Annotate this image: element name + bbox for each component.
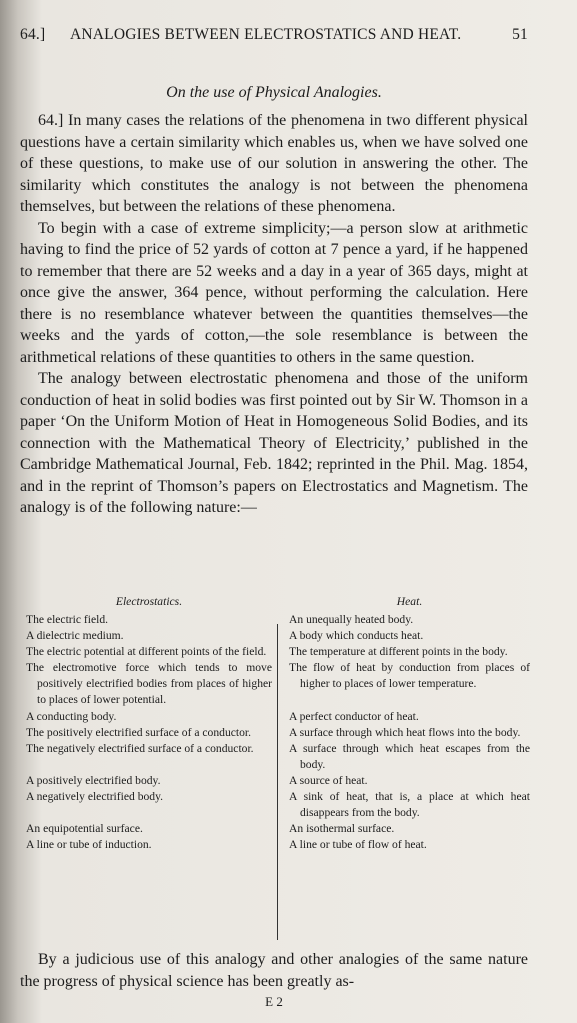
paragraph: The analogy between electrostatic phenomena and those of the uniform conduction of heat in solid bodies was first pointed out by Sir W. Thomson in a paper ‘On the Uniform Motion of Heat in Homogeneous Solid Bodies, and its connection with the Mathematical Theory of Electricity,’ published in the Cambridge Mathematical Journal, Feb. 1842; reprinted in the Phil. Mag. 1854, and in the reprint of Thomson’s papers on Electrostatics and Magnetism. The analogy is of the following nature:— (20, 370, 528, 516)
paragraph: By a judicious use of this analogy and other analogies of the same nature the progress of physical science has been greatly as- (20, 951, 528, 990)
running-title: ANALOGIES BETWEEN ELECTROSTATICS AND HEAT. (70, 26, 462, 43)
electrostatics-column (26, 594, 272, 853)
electrostatics-entry: The electric field. (26, 613, 109, 626)
paragraph: 64.] In many cases the relations of the phenomena in two different physical questions have a certain similarity which enables us, when we have solved one of these questions, to make use of our solution in answering the other. The similarity which constitutes the analogy is not between the phenomena themselves, but between the relations of these phenomena. (20, 112, 528, 215)
signature-mark: E 2 (265, 994, 283, 1009)
heat-entry: A surface through which heat flows into the body. (289, 726, 521, 739)
section-number: 64.] (20, 26, 46, 43)
heat-entry: The flow of heat by conduction from places of higher to places of lower temperature. (289, 661, 530, 691)
electrostatics-entry: A positively electrified body. (26, 774, 161, 787)
electrostatics-entry: A conducting body. (26, 710, 117, 723)
paragraph: To begin with a case of extreme simplicity;—a person slow at arithmetic having to find the price of 52 yards of cotton at 7 pence a yard, if he happened to remember that there are 52 weeks and a day in a year of 365 days, might at once give the answer, 364 pence, without performing the calculation. Here there is no resemblance whatever between the quantities themselves—the weeks and the yards of cotton,—the sole resemblance is between the arithmetical relations of these quantities to others in the same question. (20, 219, 528, 366)
electrostatics-entry: The electric potential at different points of the field. (26, 645, 267, 658)
heat-entry: An isothermal surface. (289, 822, 395, 835)
electrostatics-entry: A dielectric medium. (26, 629, 124, 642)
heat-entry: A perfect conductor of heat. (289, 710, 419, 723)
column-divider (277, 624, 278, 940)
electrostatics-entry: The negatively electrified surface of a conductor. (26, 742, 254, 755)
section-subheading: On the use of Physical Analogies. (166, 84, 382, 101)
electrostatics-entry: A line or tube of induction. (26, 838, 152, 851)
electrostatics-entry: The positively electrified surface of a conductor. (26, 726, 252, 739)
heat-entry: A source of heat. (289, 774, 368, 787)
heat-column (289, 594, 530, 853)
heat-heading: Heat. (396, 595, 423, 608)
electrostatics-entry: An equipotential surface. (26, 822, 143, 835)
body-text (20, 110, 528, 519)
heat-entry: An unequally heated body. (289, 613, 414, 626)
heat-entry: A sink of heat, that is, a place at which heat disappears from the body. (289, 790, 530, 820)
closing-text (20, 949, 528, 993)
heat-entry: A line or tube of flow of heat. (289, 838, 427, 851)
electrostatics-heading: Electrostatics. (115, 595, 183, 608)
heat-entry: The temperature at different points in the body. (289, 645, 508, 658)
heat-entry: A body which conducts heat. (289, 629, 424, 642)
electrostatics-entry: The electromotive force which tends to move positively electrified bodies from places of higher to places of lower potential. (26, 661, 272, 707)
heat-entry: A surface through which heat escapes from the body. (289, 742, 530, 772)
page-number: 51 (512, 26, 528, 43)
electrostatics-entry: A negatively electrified body. (26, 790, 164, 803)
